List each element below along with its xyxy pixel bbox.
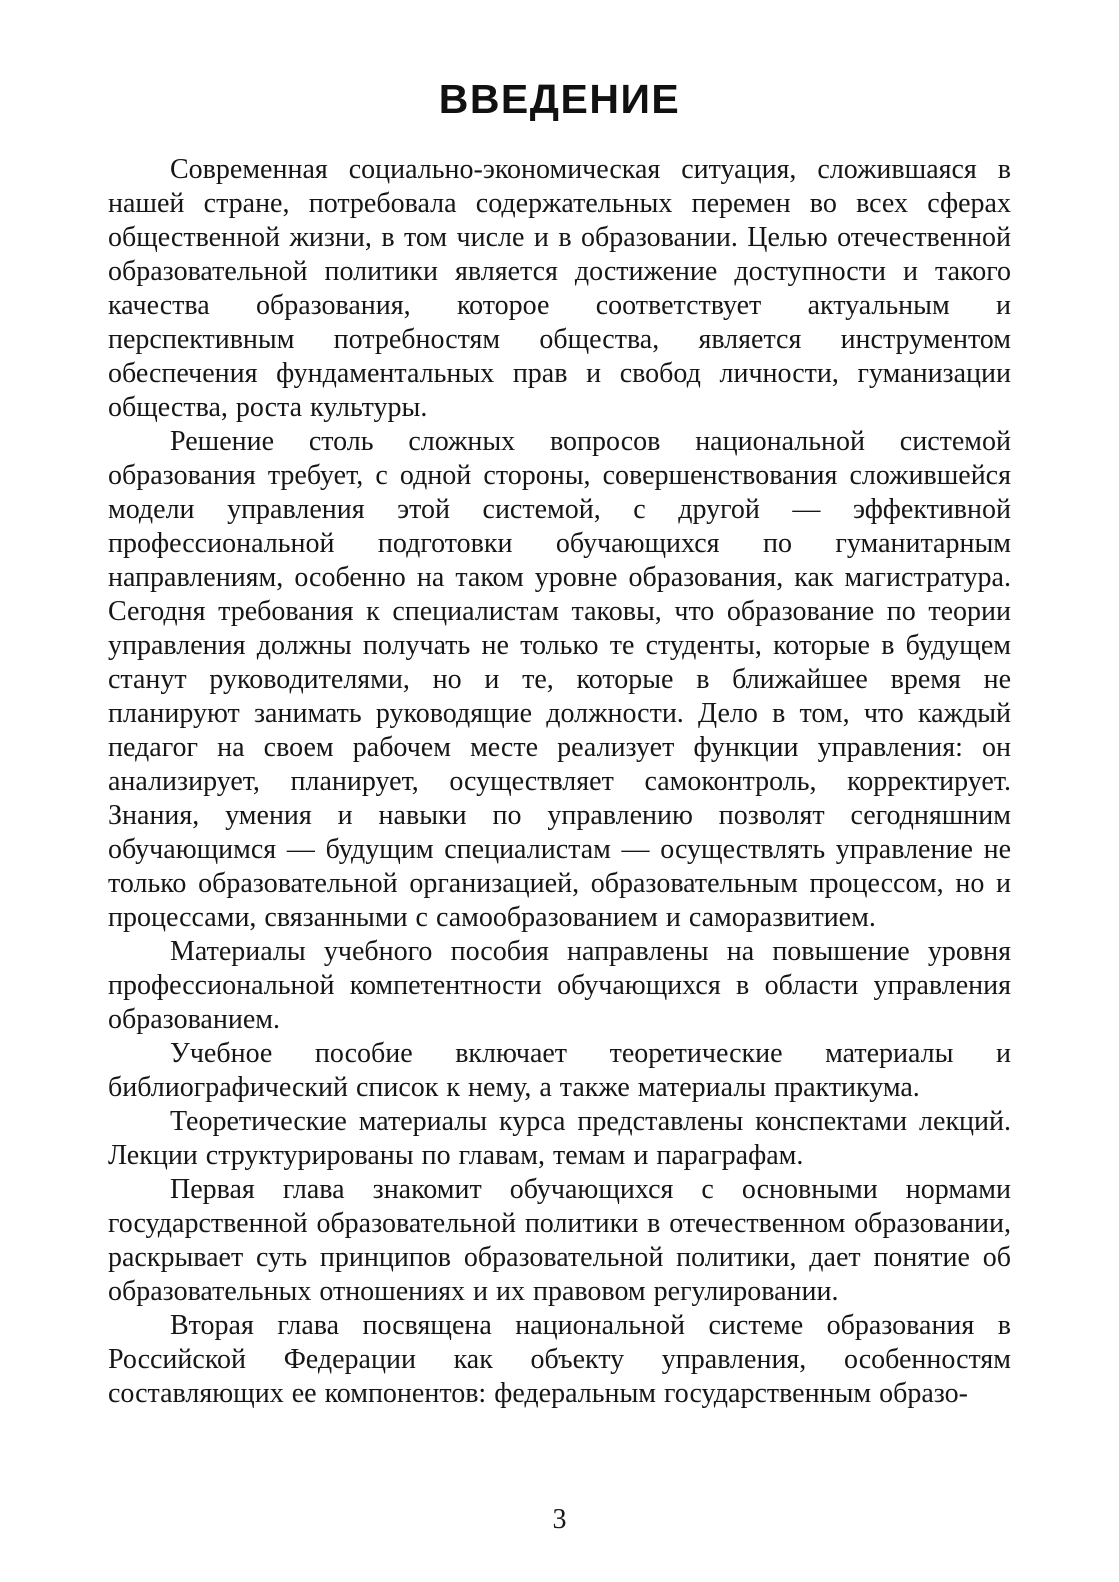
paragraph-education-system: Решение столь сложных вопросов национальной системой образования требует, с одной стороны, совершенствования сложившейся модели управления этой системой, с другой — эффективной профессиональной подготовки обучающихся по гуманитарным направлениям, особенно на таком уровне образования, как магистратура. Сегодня требования к специалистам таковы, что образование по теории управления должны получать не только те студенты, которые в будущем станут руководителями, но и те, которые в ближайшее время не планируют занимать руководящие должности. Дело в том, что каждый педагог на своем рабочем месте реализует функции управления: он анализирует, планирует, осуществляет самоконтроль, корректирует. Знания, умения и навыки по управлению позволят сегодняшним обучающимся — будущим специалистам — осуществлять управление не только образовательной организацией, образовательным процессом, но и процессами, связанными с самообразованием и саморазвитием.	[108, 426, 1011, 933]
document-body	[108, 153, 1011, 1411]
paragraph-theory-structure: Теоретические материалы курса представлены конспектами лекций. Лекции структурированы по главам, темам и параграфам.	[108, 1106, 1011, 1171]
paragraph-manual-contents: Учебное пособие включает теоретические материалы и библиографический список к нему, а также материалы практикума.	[108, 1038, 1011, 1103]
paragraph-intro-situation: Современная социально-экономическая ситуация, сложившаяся в нашей стране, потребовала содержательных перемен во всех сферах общественной жизни, в том числе и в образовании. Целью отечественной образовательной политики является достижение доступности и такого качества образования, которое соответствует актуальным и перспективным потребностям общества, является инструментом обеспечения фундаментальных прав и свобод личности, гуманизации общества, роста культуры.	[108, 154, 1011, 423]
page-title: ВВЕДЕНИЕ	[438, 76, 681, 122]
paragraph-chapter-two: Вторая глава посвящена национальной системе образования в Российской Федерации как объекту управления, особенностям составляющих ее компонентов: федеральным государственным образо-	[108, 1310, 1011, 1409]
paragraph-chapter-one: Первая глава знакомит обучающихся с основными нормами государственной образовательной политики в отечественном образовании, раскрывает суть принципов образовательной политики, дает понятие об образовательных отношениях и их правовом регулировании.	[108, 1174, 1011, 1307]
page-number: 3	[552, 1504, 567, 1535]
paragraph-materials-purpose: Материалы учебного пособия направлены на повышение уровня профессиональной компетентности обучающихся в области управления образованием.	[108, 936, 1011, 1035]
